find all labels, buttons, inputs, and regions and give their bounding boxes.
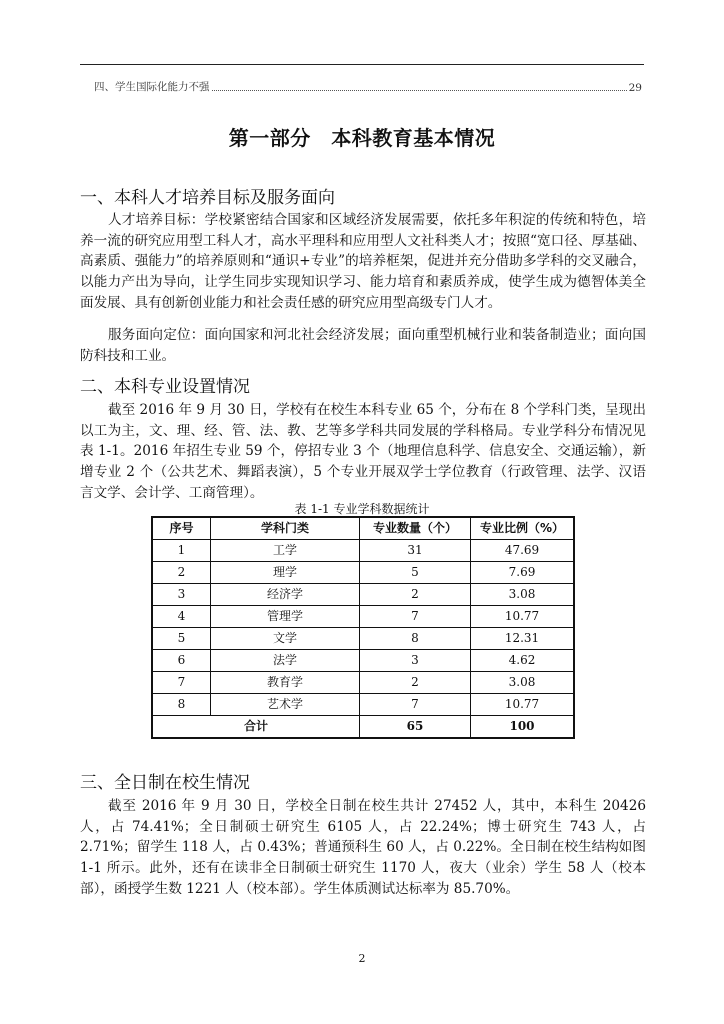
cell-category: 文学 [211,628,360,650]
cell-ratio: 3.08 [471,584,575,606]
cell-index: 7 [152,672,211,694]
table-row [152,672,574,694]
cell-category: 艺术学 [211,694,360,716]
table-row [152,650,574,672]
total-count: 65 [360,716,471,739]
section-heading-2: 二、本科专业设置情况 [80,377,250,397]
part-title: 第一部分 本科教育基本情况 [228,126,496,150]
toc-entry-page: 29 [628,82,642,94]
cell-count: 7 [360,606,471,628]
col-header-count: 专业数量（个） [360,517,471,540]
cell-ratio: 4.62 [471,650,575,672]
toc-entry-text: 四、学生国际化能力不强 [94,81,210,93]
toc-entry[interactable] [94,76,642,94]
table-caption: 表 1-1 专业学科数据统计 [294,502,430,516]
cell-index: 3 [152,584,211,606]
table-row [152,584,574,606]
page-number: 2 [358,952,366,965]
cell-index: 6 [152,650,211,672]
cell-category: 工学 [211,540,360,562]
cell-category: 理学 [211,562,360,584]
paragraph-major-setup: 截至 2016 年 9 月 30 日，学校有在校生本科专业 65 个，分布在 8 个学科门类，呈现出以工为主，文、理、经、管、法、教、艺等多学科共同发展的学科格局。专业学科分布情况见表 1-1。2016 年招生专业 59 个，停招专业 3 个（地理信息科学、信息安全、交通运输），新增专业 2 个（公共艺术、舞蹈表演），5 个专业开展双学士学位教育（行政管理、法学、汉语言文学、会计学、工商管理）。 [80,402,646,501]
paragraph-service-orientation: 服务面向定位：面向国家和河北社会经济发展；面向重型机械行业和装备制造业；面向国防科技和工业。 [80,327,646,364]
cell-index: 5 [152,628,211,650]
table-row [152,606,574,628]
cell-count: 31 [360,540,471,562]
cell-ratio: 12.31 [471,628,575,650]
col-header-index: 序号 [152,517,211,540]
cell-index: 4 [152,606,211,628]
cell-count: 8 [360,628,471,650]
col-header-category: 学科门类 [211,517,360,540]
section-heading-1: 一、本科人才培养目标及服务面向 [80,188,335,208]
discipline-table [151,516,575,739]
cell-count: 7 [360,694,471,716]
cell-ratio: 10.77 [471,694,575,716]
cell-index: 8 [152,694,211,716]
cell-category: 教育学 [211,672,360,694]
cell-ratio: 10.77 [471,606,575,628]
cell-count: 2 [360,584,471,606]
table-row [152,540,574,562]
cell-ratio: 3.08 [471,672,575,694]
cell-index: 2 [152,562,211,584]
cell-category: 管理学 [211,606,360,628]
header-rule [80,64,644,65]
cell-count: 2 [360,672,471,694]
table-row [152,562,574,584]
section-heading-3: 三、全日制在校生情况 [80,773,250,793]
total-label: 合计 [152,716,360,739]
cell-count: 5 [360,562,471,584]
cell-index: 1 [152,540,211,562]
total-ratio: 100 [471,716,575,739]
paragraph-training-goal: 人才培养目标：学校紧密结合国家和区域经济发展需要，依托多年积淀的传统和特色，培养一流的研究应用型工科人才，高水平理科和应用型人文社科类人才；按照“宽口径、厚基础、高素质、强能力”的培养原则和“通识+专业”的培养框架，促进并充分借助多学科的交叉融合，以能力产出为导向，让学生同步实现知识学习、能力培育和素质养成，使学生成为德智体美全面发展、具有创新创业能力和社会责任感的研究应用型高级专门人才。 [80,212,646,311]
cell-category: 经济学 [211,584,360,606]
table-row [152,628,574,650]
paragraph-enrollment: 截至 2016 年 9 月 30 日，学校全日制在校生共计 27452 人，其中，本科生 20426 人，占 74.41%；全日制硕士研究生 6105 人，占 22.24%；博士研究生 743 人，占 2.71%；留学生 118 人，占 0.43%；普通预科生 60 人，占 0.22%。全日制在校生结构如图 1-1 所示。此外，还有在读非全日制硕士研究生 1170 人，夜大（业余）学生 58 人（校本部），函授学生数 1221 人（校本部）。学生体质测试达标率为 85.70%。 [80,798,646,897]
cell-ratio: 7.69 [471,562,575,584]
table-header-row [152,517,574,540]
cell-ratio: 47.69 [471,540,575,562]
col-header-ratio: 专业比例（%） [471,517,575,540]
table-row [152,694,574,716]
cell-category: 法学 [211,650,360,672]
cell-count: 3 [360,650,471,672]
toc-leader-dots [212,90,627,91]
table-total-row [152,716,574,739]
